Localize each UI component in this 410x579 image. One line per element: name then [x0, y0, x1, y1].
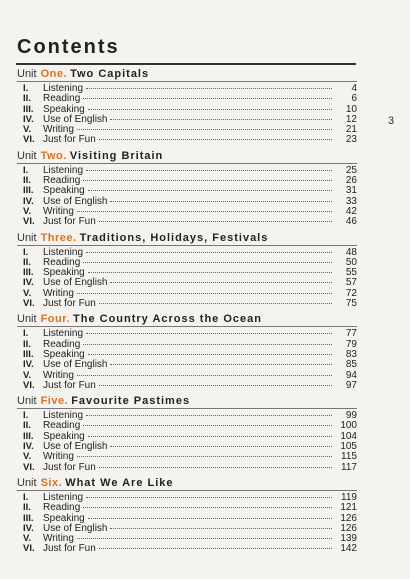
dot-leader	[99, 385, 332, 386]
dot-leader	[99, 548, 332, 549]
section-numeral: I.	[23, 164, 29, 176]
section-title: Use of English	[43, 113, 108, 125]
unit-heading	[17, 395, 357, 409]
dot-leader	[88, 436, 332, 437]
unit-heading	[17, 68, 357, 82]
section-numeral: VI.	[23, 543, 35, 555]
section-numeral: IV.	[23, 277, 34, 289]
section-numeral: II.	[23, 420, 31, 432]
section-numeral: IV.	[23, 195, 34, 207]
dot-leader	[99, 303, 332, 304]
section-title: Speaking	[43, 512, 85, 524]
section-title: Just for Fun	[43, 298, 96, 310]
section-numeral: I.	[23, 491, 29, 503]
section-numeral: V.	[23, 369, 32, 381]
unit-number: Five.	[40, 395, 69, 408]
page-title: Contents	[17, 36, 120, 58]
unit-block	[17, 232, 357, 310]
section-title: Reading	[43, 93, 81, 105]
section-page-number: 4	[351, 83, 357, 94]
section-title: Just for Fun	[43, 379, 96, 391]
dot-leader	[110, 201, 332, 202]
section-numeral: VI.	[23, 134, 35, 146]
dot-leader	[110, 364, 332, 365]
dot-leader	[99, 221, 332, 222]
section-title: Reading	[43, 175, 81, 187]
section-title: Reading	[43, 502, 81, 514]
section-title: Speaking	[43, 103, 85, 115]
unit-number: Four.	[40, 313, 70, 326]
section-title: Writing	[43, 205, 74, 217]
section-title: Just for Fun	[43, 216, 96, 228]
dot-leader	[88, 518, 332, 519]
dot-leader	[86, 415, 332, 416]
section-title: Writing	[43, 533, 74, 545]
toc-entry	[17, 544, 357, 554]
section-numeral: II.	[23, 175, 31, 187]
section-title: Speaking	[43, 267, 85, 279]
section-title: Listening	[43, 410, 84, 422]
unit-label: Unit	[17, 395, 37, 408]
unit-label: Unit	[17, 68, 37, 80]
section-numeral: I.	[23, 328, 29, 340]
section-numeral: IV.	[23, 359, 34, 371]
dot-leader	[99, 467, 332, 468]
section-numeral: V.	[23, 287, 32, 299]
section-numeral: II.	[23, 338, 31, 350]
unit-title: Favourite Pastimes	[71, 395, 191, 408]
unit-block	[17, 395, 357, 473]
dot-leader	[83, 344, 332, 345]
section-page-number: 104	[340, 430, 357, 442]
section-page-number: 139	[340, 533, 357, 545]
section-page-number: 126	[340, 512, 357, 524]
section-page-number: 115	[341, 451, 357, 463]
section-page-number: 79	[345, 338, 357, 350]
page-number: 3	[388, 115, 395, 127]
unit-title: The Country Across the Ocean	[73, 313, 262, 326]
dot-leader	[110, 119, 332, 120]
section-title: Reading	[43, 256, 81, 268]
section-numeral: III.	[23, 185, 34, 197]
section-title: Use of English	[43, 522, 108, 534]
section-page-number: 10	[345, 103, 357, 115]
unit-title: Visiting Britain	[69, 149, 164, 162]
section-title: Writing	[43, 369, 74, 381]
dot-leader	[83, 98, 332, 99]
section-title: Writing	[43, 124, 74, 136]
table-of-contents	[17, 68, 357, 559]
dot-leader	[88, 109, 332, 110]
unit-label: Unit	[17, 231, 37, 244]
section-numeral: III.	[23, 348, 34, 360]
section-numeral: III.	[23, 430, 34, 442]
dot-leader	[86, 497, 332, 498]
dot-leader	[77, 456, 332, 457]
unit-heading	[17, 232, 357, 246]
section-page-number: 6	[351, 93, 357, 105]
unit-number: Six.	[40, 476, 63, 489]
unit-label: Unit	[17, 476, 37, 489]
section-numeral: III.	[23, 267, 34, 279]
section-numeral: III.	[23, 103, 34, 115]
unit-number: Three.	[40, 231, 77, 244]
section-page-number: 126	[340, 522, 357, 534]
section-numeral: IV.	[23, 113, 34, 125]
section-page-number: 75	[345, 298, 357, 310]
dot-leader	[77, 211, 332, 212]
section-page-number: 105	[340, 441, 357, 453]
section-page-number: 23	[345, 134, 357, 146]
section-page-number: 25	[345, 164, 357, 176]
section-title: Use of English	[43, 277, 108, 289]
section-page-number: 46	[345, 216, 357, 228]
unit-heading	[17, 313, 357, 327]
section-page-number: 83	[345, 348, 357, 360]
section-title: Listening	[43, 164, 84, 176]
unit-label: Unit	[17, 149, 37, 162]
section-title: Use of English	[43, 195, 108, 207]
dot-leader	[86, 252, 332, 253]
section-numeral: VI.	[23, 216, 35, 228]
section-page-number: 77	[345, 328, 357, 340]
section-numeral: VI.	[23, 461, 35, 473]
title-underline	[16, 63, 356, 65]
toc-entry	[17, 503, 357, 513]
dot-leader	[86, 333, 332, 334]
section-numeral: V.	[23, 205, 32, 217]
unit-block	[17, 150, 357, 228]
section-page-number: 21	[345, 124, 357, 136]
section-numeral: I.	[23, 83, 29, 94]
section-title: Use of English	[43, 441, 108, 453]
section-title: Listening	[43, 491, 84, 503]
dot-leader	[77, 538, 332, 539]
unit-title: Two Capitals	[70, 68, 150, 80]
section-title: Writing	[43, 451, 74, 463]
section-title: Reading	[43, 338, 81, 350]
section-page-number: 99	[345, 410, 357, 422]
section-page-number: 48	[345, 246, 357, 258]
section-title: Reading	[43, 420, 81, 432]
section-numeral: II.	[23, 502, 31, 514]
section-page-number: 97	[345, 379, 357, 391]
unit-block	[17, 313, 357, 391]
dot-leader	[83, 425, 332, 426]
section-page-number: 55	[345, 267, 357, 279]
unit-label: Unit	[17, 313, 37, 326]
section-page-number: 85	[345, 359, 357, 371]
section-numeral: I.	[23, 410, 29, 422]
section-numeral: II.	[23, 93, 31, 105]
toc-entry	[17, 217, 357, 227]
dot-leader	[88, 354, 332, 355]
section-page-number: 12	[345, 113, 357, 125]
dot-leader	[77, 375, 332, 376]
section-numeral: V.	[23, 124, 32, 136]
section-page-number: 57	[345, 277, 357, 289]
toc-entry	[17, 135, 357, 145]
dot-leader	[77, 293, 332, 294]
section-numeral: V.	[23, 533, 32, 545]
unit-block	[17, 68, 357, 146]
section-numeral: V.	[23, 451, 32, 463]
section-title: Listening	[43, 246, 84, 258]
toc-entry	[17, 463, 357, 473]
section-numeral: VI.	[23, 298, 35, 310]
section-title: Just for Fun	[43, 461, 96, 473]
section-title: Listening	[43, 83, 84, 94]
section-page-number: 42	[345, 205, 357, 217]
dot-leader	[86, 88, 332, 89]
section-page-number: 50	[345, 256, 357, 268]
section-numeral: III.	[23, 512, 34, 524]
section-numeral: VI.	[23, 379, 35, 391]
dot-leader	[83, 262, 332, 263]
section-title: Speaking	[43, 185, 85, 197]
section-page-number: 26	[345, 175, 357, 187]
toc-entry	[17, 299, 357, 309]
unit-number: Two.	[40, 149, 67, 162]
toc-entry	[17, 360, 357, 370]
unit-title: What We Are Like	[65, 476, 174, 489]
section-page-number: 94	[345, 369, 357, 381]
dot-leader	[83, 507, 332, 508]
dot-leader	[77, 129, 332, 130]
section-title: Just for Fun	[43, 543, 96, 555]
unit-block	[17, 477, 357, 555]
section-page-number: 121	[340, 502, 357, 514]
dot-leader	[86, 170, 332, 171]
dot-leader	[110, 446, 332, 447]
section-title: Speaking	[43, 348, 85, 360]
section-numeral: IV.	[23, 522, 34, 534]
section-page-number: 117	[341, 461, 357, 473]
dot-leader	[110, 528, 332, 529]
section-title: Speaking	[43, 430, 85, 442]
section-page-number: 100	[340, 420, 357, 432]
section-page-number: 119	[341, 491, 357, 503]
unit-heading	[17, 150, 357, 164]
section-title: Use of English	[43, 359, 108, 371]
section-title: Listening	[43, 328, 84, 340]
section-page-number: 31	[345, 185, 357, 197]
dot-leader	[83, 180, 332, 181]
unit-heading	[17, 477, 357, 491]
section-numeral: II.	[23, 256, 31, 268]
section-title: Writing	[43, 287, 74, 299]
dot-leader	[88, 190, 332, 191]
toc-entry	[17, 381, 357, 391]
section-page-number: 142	[340, 543, 357, 555]
dot-leader	[110, 282, 332, 283]
section-page-number: 72	[345, 287, 357, 299]
section-numeral: IV.	[23, 441, 34, 453]
section-page-number: 33	[345, 195, 357, 207]
unit-title: Traditions, Holidays, Festivals	[79, 231, 269, 244]
dot-leader	[99, 139, 332, 140]
unit-number: One.	[40, 68, 68, 80]
dot-leader	[88, 272, 332, 273]
section-title: Just for Fun	[43, 134, 96, 146]
section-numeral: I.	[23, 246, 29, 258]
